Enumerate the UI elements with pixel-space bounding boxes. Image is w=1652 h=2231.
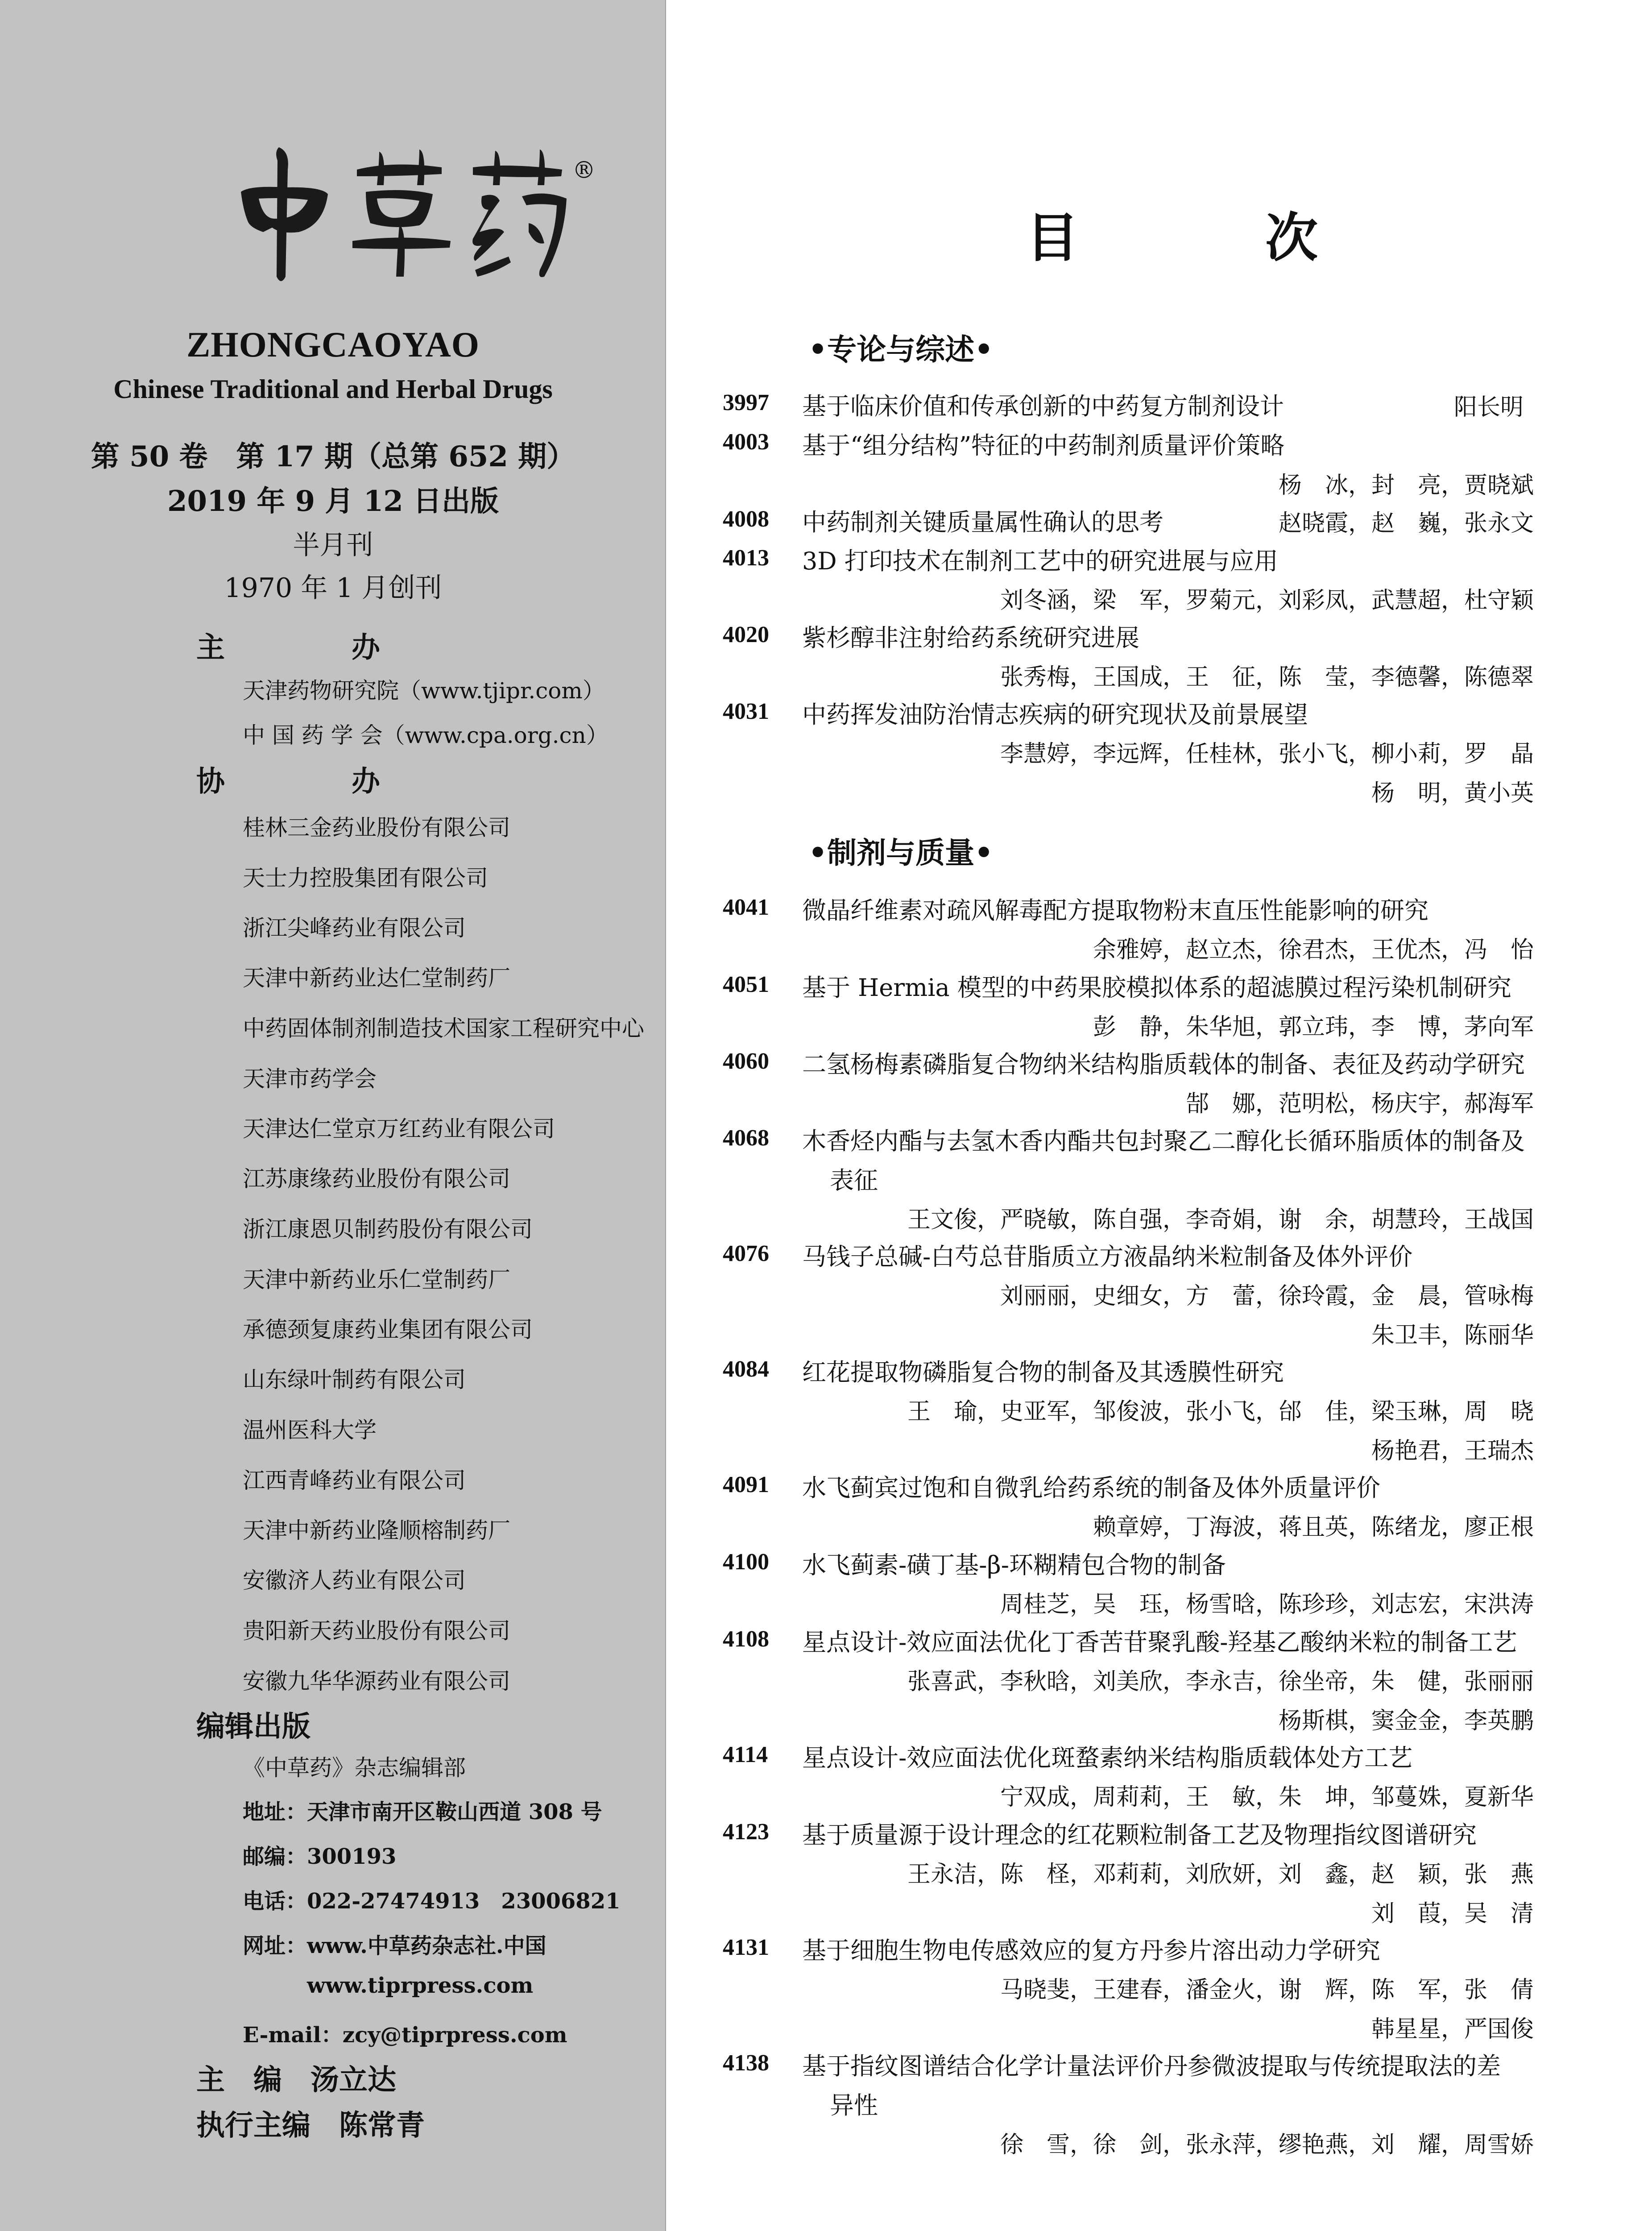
article-title[interactable]: 基于质量源于设计理念的红花颗粒制备工艺及物理指纹图谱研究 [802, 1821, 1477, 1849]
postcode: 邮编：300193 [243, 1844, 397, 1869]
publication-frequency: 半月刊 [293, 530, 373, 561]
article-title[interactable]: 星点设计-效应面法优化斑蝥素纳米结构脂质载体处方工艺 [802, 1744, 1413, 1772]
article-authors: 徐 雪，徐 剑，张永萍，缪艳燕，刘 耀，周雪娇 [1000, 2131, 1534, 2158]
sponsor-label: 主 办 [196, 631, 429, 664]
cosponsor-item: 天津市药学会 [243, 1066, 377, 1092]
article-authors: 刘 葭，吴 清 [1371, 1900, 1534, 1927]
cosponsor-item: 浙江尖峰药业有限公司 [243, 915, 466, 941]
page-number: 4084 [723, 1356, 769, 1382]
article-authors: 王 瑜，史亚军，邹俊波，张小飞，邰 佳，梁玉琳，周 晓 [907, 1398, 1534, 1425]
article-authors: 张喜武，李秋晗，刘美欣，李永吉，徐坐帝，朱 健，张丽丽 [907, 1668, 1534, 1695]
article-authors: 刘丽丽，史细女，方 蕾，徐玲霞，金 晨，管咏梅 [1000, 1283, 1534, 1310]
cosponsor-label: 协 办 [196, 765, 429, 798]
article-authors: 刘冬涵，梁 军，罗菊元，刘彩凤，武慧超，杜守颖 [1000, 587, 1534, 614]
page-number: 4108 [723, 1626, 769, 1652]
article-title[interactable]: 3D 打印技术在制剂工艺中的研究进展与应用 [802, 547, 1278, 575]
cosponsor-item: 桂林三金药业股份有限公司 [243, 815, 510, 841]
article-title[interactable]: 基于 Hermia 模型的中药果胶模拟体系的超滤膜过程污染机制研究 [802, 974, 1511, 1002]
article-title[interactable]: 紫杉醇非注射给药系统研究进展 [802, 624, 1139, 652]
cosponsor-item: 山东绿叶制药有限公司 [243, 1367, 466, 1393]
article-title[interactable]: 基于临床价值和传承创新的中药复方制剂设计 [802, 392, 1284, 420]
page-number: 4076 [723, 1241, 769, 1266]
page-number: 4041 [723, 895, 769, 920]
cosponsor-item: 江西青峰药业有限公司 [243, 1468, 466, 1493]
cosponsor-item: 安徽九华华源药业有限公司 [243, 1668, 510, 1694]
article-title[interactable]: 二氢杨梅素磷脂复合物纳米结构脂质载体的制备、表征及药动学研究 [802, 1050, 1525, 1078]
article-title-continued[interactable]: 异性 [830, 2091, 878, 2119]
registered-mark: ® [572, 157, 596, 184]
cosponsor-item: 天津中新药业隆顺榕制药厂 [243, 1518, 510, 1543]
cosponsor-item: 中药固体制剂制造技术国家工程研究中心 [243, 1016, 644, 1041]
page-number: 4131 [723, 1935, 769, 1960]
email: E-mail：zcy@tiprpress.com [243, 2023, 567, 2048]
category-heading: •专论与综述• [808, 332, 994, 367]
page-number: 4100 [723, 1549, 769, 1575]
article-title[interactable]: 星点设计-效应面法优化丁香苦苷聚乳酸-羟基乙酸纳米粒的制备工艺 [802, 1628, 1517, 1656]
page-number: 4031 [723, 699, 769, 724]
journal-info-sidebar [0, 0, 666, 2231]
website: www.tiprpress.com [307, 1973, 534, 1998]
article-title[interactable]: 基于指纹图谱结合化学计量法评价丹参微波提取与传统提取法的差 [802, 2052, 1501, 2080]
website: 网址：www.中草药杂志社.中国 [243, 1933, 547, 1958]
page-number: 4060 [723, 1049, 769, 1074]
cosponsor-item: 安徽济人药业有限公司 [243, 1568, 466, 1593]
article-title[interactable]: 中药挥发油防治情志疾病的研究现状及前景展望 [802, 701, 1308, 729]
cosponsor-item: 天津达仁堂京万红药业有限公司 [243, 1116, 555, 1142]
cosponsor-item: 温州医科大学 [243, 1417, 377, 1443]
page-number: 4003 [723, 429, 769, 455]
article-authors: 李慧婷，李远辉，任桂林，张小飞，柳小莉，罗 晶 [1000, 741, 1534, 767]
article-authors: 阳长明 [1453, 394, 1524, 421]
cosponsor-item: 贵阳新天药业股份有限公司 [243, 1618, 510, 1644]
page-number: 4051 [723, 972, 769, 997]
article-title-continued[interactable]: 表征 [830, 1166, 878, 1194]
page-number: 4123 [723, 1819, 769, 1845]
editor-dept: 《中草药》杂志编辑部 [243, 1755, 466, 1781]
article-title[interactable]: 微晶纤维素对疏风解毒配方提取物粉末直压性能影响的研究 [802, 896, 1428, 925]
article-authors: 韩星星，严国俊 [1371, 2016, 1534, 2043]
article-title[interactable]: 红花提取物磷脂复合物的制备及其透膜性研究 [802, 1358, 1284, 1386]
executive-editor: 执行主编 陈常青 [196, 2109, 425, 2142]
article-authors: 赵晓霞，赵 巍，张永文 [1278, 510, 1534, 537]
cosponsor-item: 天津中新药业达仁堂制药厂 [243, 965, 510, 991]
article-authors: 赖章婷，丁海波，蒋且英，陈绪龙，廖正根 [1093, 1514, 1534, 1541]
page-number: 4008 [723, 506, 769, 532]
article-title[interactable]: 水飞蓟素-磺丁基-β-环糊精包合物的制备 [802, 1551, 1226, 1579]
article-authors: 周桂芝，吴 珏，杨雪晗，陈珍珍，刘志宏，宋洪涛 [1000, 1591, 1534, 1618]
article-title[interactable]: 水飞蓟宾过饱和自微乳给药系统的制备及体外质量评价 [802, 1474, 1380, 1502]
article-authors: 张秀梅，王国成，王 征，陈 莹，李德馨，陈德翠 [1000, 664, 1534, 691]
page-number: 4013 [723, 545, 769, 571]
page-number: 4020 [723, 622, 769, 647]
page-number: 4091 [723, 1472, 769, 1497]
cosponsor-item: 江苏康缘药业股份有限公司 [243, 1166, 510, 1192]
journal-title-en: ZHONGCAOYAO [186, 325, 480, 365]
article-authors: 杨斯棋，窦金金，李英鹏 [1278, 1708, 1534, 1734]
volume-issue: 第 50 卷 第 17 期（总第 652 期） [91, 440, 576, 473]
publish-date: 2019 年 9 月 12 日出版 [167, 485, 499, 518]
founded-date: 1970 年 1 月创刊 [224, 572, 442, 604]
toc-title: 目 次 [1026, 207, 1385, 269]
sponsor-item: 天津药物研究院（www.tjipr.com） [243, 678, 605, 704]
cosponsor-item: 天士力控股集团有限公司 [243, 865, 488, 891]
cosponsor-item: 浙江康恩贝制药股份有限公司 [243, 1216, 533, 1242]
article-title[interactable]: 马钱子总碱-白芍总苷脂质立方液晶纳米粒制备及体外评价 [802, 1243, 1413, 1271]
article-title[interactable]: 基于“组分结构”特征的中药制剂质量评价策略 [802, 431, 1285, 460]
cosponsor-item: 天津中新药业乐仁堂制药厂 [243, 1267, 510, 1293]
article-authors: 余雅婷，赵立杰，徐君杰，王优杰，冯 怡 [1093, 937, 1534, 963]
editor-label: 编辑出版 [196, 1710, 311, 1743]
journal-subtitle-en: Chinese Traditional and Herbal Drugs [113, 374, 553, 404]
article-title[interactable]: 中药制剂关键质量属性确认的思考 [802, 508, 1163, 536]
article-authors: 杨艳君，王瑞杰 [1371, 1438, 1534, 1464]
page-number: 3997 [723, 390, 769, 415]
article-authors: 杨 明，黄小英 [1371, 780, 1534, 807]
address: 地址：天津市南开区鞍山西道 308 号 [243, 1800, 602, 1825]
article-authors: 朱卫丰，陈丽华 [1371, 1322, 1534, 1349]
page-number: 4138 [723, 2050, 769, 2076]
article-authors: 杨 冰，封 亮，贾晓斌 [1278, 472, 1534, 499]
cosponsor-item: 承德颈复康药业集团有限公司 [243, 1317, 533, 1343]
article-title[interactable]: 基于细胞生物电传感效应的复方丹参片溶出动力学研究 [802, 1937, 1380, 1965]
article-authors: 王永洁，陈 柽，邓莉莉，刘欣妍，刘 鑫，赵 颖，张 燕 [907, 1861, 1534, 1888]
journal-calligraphy-logo [232, 143, 580, 286]
article-authors: 彭 静，朱华旭，郭立玮，李 博，茅向军 [1093, 1014, 1534, 1041]
article-authors: 郜 娜，范明松，杨庆宇，郝海军 [1185, 1091, 1534, 1117]
article-title[interactable]: 木香烃内酯与去氢木香内酯共包封聚乙二醇化长循环脂质体的制备及 [802, 1127, 1525, 1155]
phone: 电话：022-27474913 23006821 [243, 1889, 621, 1914]
article-authors: 王文俊，严晓敏，陈自强，李奇娟，谢 余，胡慧玲，王战国 [907, 1207, 1534, 1233]
article-authors: 马晓斐，王建春，潘金火，谢 辉，陈 军，张 倩 [1000, 1977, 1534, 2003]
chief-editor: 主 编 汤立达 [196, 2063, 396, 2097]
page-number: 4114 [723, 1742, 768, 1767]
page-number: 4068 [723, 1125, 769, 1151]
article-authors: 宁双成，周莉莉，王 敏，朱 坤，邹蔓姝，夏新华 [1000, 1784, 1534, 1811]
category-heading: •制剂与质量• [808, 835, 994, 870]
sponsor-item: 中 国 药 学 会（www.cpa.org.cn） [243, 722, 609, 748]
